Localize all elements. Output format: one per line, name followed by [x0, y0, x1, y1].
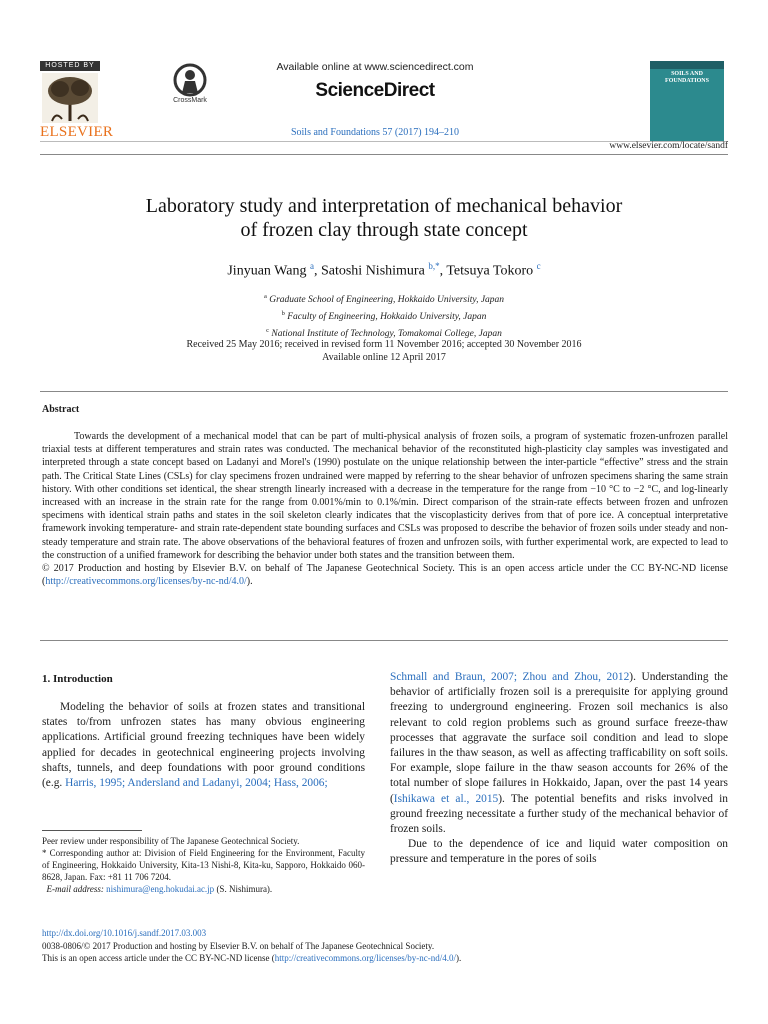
peer-review-note: Peer review under responsibility of The Japanese Geotechnical Society.: [42, 836, 300, 846]
author-name[interactable]: Satoshi Nishimura: [320, 263, 425, 279]
abstract-heading: Abstract: [42, 404, 80, 415]
license-link[interactable]: http://creativecommons.org/licenses/by-nc-nd/4.0/: [274, 953, 456, 963]
abstract-copyright: © 2017 Production and hosting by Elsevier B.V. on behalf of The Japanese Geotechnical Society. This is an open access article under the CC BY-NC-ND license (http://creativecommons.org/licenses/by-nc-nd/4.0/).: [42, 563, 728, 588]
received-dates: Received 25 May 2016; received in revised form 11 November 2016; accepted 30 November 2016: [186, 339, 582, 350]
affiliation-item: $^b$ Faculty of Engineering, Hokkaido University, Japan: [281, 310, 487, 323]
affiliations: [60, 290, 708, 341]
citation-link[interactable]: Ishikawa et al., 2015: [393, 792, 499, 805]
doi-link[interactable]: http://dx.doi.org/10.1016/j.sandf.2017.03.003: [42, 928, 207, 938]
citation-link[interactable]: Harris, 1995; Andersland and Ladanyi, 2004; Hass, 2006;: [65, 777, 328, 790]
license-link[interactable]: http://creativecommons.org/licenses/by-nc-nd/4.0/: [45, 576, 247, 588]
journal-cover-band: [650, 61, 724, 69]
email-link[interactable]: nishimura@eng.hokudai.ac.jp: [106, 884, 215, 894]
article-dates: [60, 338, 708, 364]
affiliation-item: $^a$ Graduate School of Engineering, Hokkaido University, Japan: [263, 293, 505, 306]
article-title: [60, 194, 708, 242]
issn-copyright: 0038-0806/© 2017 Production and hosting by Elsevier B.V. on behalf of The Japanese Geotechnical Society.: [42, 941, 435, 951]
corresponding-author-note: * Corresponding author at: Division of Field Engineering for the Environment, Faculty of Engineering, Hokkaido University, Kita-13 Nishi-8, Kita-ku, Sapporo, Hokkaido 060-8628, Japan. Fax: +81 11 706 7204.: [42, 848, 365, 882]
abstract-body: [42, 430, 728, 588]
journal-homepage-link[interactable]: www.elsevier.com/locate/sandf: [609, 141, 728, 151]
author-affil-sup[interactable]: a: [309, 261, 314, 271]
citation-link[interactable]: Schmall and Braun, 2007; Zhou and Zhou, 2012: [390, 671, 630, 683]
intro-paragraph-1-cont: Schmall and Braun, 2007; Zhou and Zhou, 2012). Understanding the behavior of artificially frozen soil is a prerequisite for applying ground freezing to underground engineering. Frozen soil mechanics is also relevant to cold region problems such as ground surface freeze-thaw processes that aggravate the surface soil condition and lead to slope failures in the thaw season, as well as affecting trafficability on soft soils. For example, slope failure in the thaw season accounts for 26% of the total number of slope failures in Hokkaido, Japan, over the past 14 years (Ishikawa et al., 2015). The potential benefits and risks involved in ground freezing necessitate a further study of the mechanical behavior of frozen soils.: [390, 671, 728, 836]
body-column-left: [42, 700, 365, 791]
elsevier-tree-icon: [42, 73, 98, 123]
title-line-2: of frozen clay through state concept: [240, 219, 528, 241]
journal-cover-title: SOILS AND FOUNDATIONS: [665, 71, 709, 84]
author-name[interactable]: Jinyuan Wang: [227, 263, 307, 279]
author-name[interactable]: Tetsuya Tokoro: [446, 263, 534, 279]
body-divider: [40, 640, 728, 641]
abstract-divider: [40, 391, 728, 392]
hosted-by-label: HOSTED BY: [40, 61, 100, 71]
footnote-divider: [42, 830, 142, 831]
email-note: E-mail address: nishimura@eng.hokudai.ac.jp (S. Nishimura).: [46, 884, 273, 894]
license-note: This is an open access article under the CC BY-NC-ND license (http://creativecommons.org/licenses/by-nc-nd/4.0/).: [42, 953, 462, 963]
intro-paragraph-1: Modeling the behavior of soils at frozen states and transitional states to/from unfrozen states has many obvious engineering applications. Artificial ground freezing techniques have been widely applied for decades in geotechnical engineering projects involving shafts, tunnels, and deep foundations with poor ground conditions (e.g. Harris, 1995; Andersland and Ladanyi, 2004; Hass, 2006;: [42, 701, 365, 790]
abstract-paragraph: Towards the development of a mechanical model that can be part of multi-physical analysis of frozen soils, a program of systematic frozen-unfrozen parallel triaxial tests at different temperatures and strain rates was conducted. The mechanical behavior of the reconstituted high-plasticity clay samples was investigated and interpreted through a state concept based on Ladanyi and Morel's (1990) postulate on the unique relationship between the inter-particle “effective” stress and the strain path. The Critical State Lines (CSLs) for clay specimens frozen undrained were mapped by referring to the shear behavior of unfrozen specimens sharing the same strain history. With other conditions set identical, the shear strength linearly increased with a decrease in the temperature for the range from −10 °C to −2 °C, and log-linearly increased with an increase in the strain rate for the range from 0.001%/min to 0.1%/min. Direct comparison of the strain-rate effects between frozen and unfrozen specimens with identical strain paths and states in the soil skeleton clearly indicates that the viscoplasticity derives from that of pore ice. A conceptual interpretative framework invoking temperature- and strain rate-dependent state bounding surfaces and CSLs was proposed to describe the behavior of frozen soils under steady and non-steady temperature and strain rate. The above observations of the behavioral features of frozen and unfrozen soils, with further experimental work, are expected to lead to the construction of a unified framework for describing the behavior under both states and the transition between them.: [42, 431, 728, 561]
body-column-right: [390, 670, 728, 868]
elsevier-logo[interactable]: ELSEVIER: [40, 124, 114, 140]
affiliation-item: $^c$ National Institute of Technology, Tomakomai College, Japan: [266, 327, 502, 340]
journal-reference[interactable]: Soils and Foundations 57 (2017) 194–210: [290, 127, 460, 138]
sciencedirect-logo[interactable]: ScienceDirect: [315, 80, 435, 101]
intro-paragraph-2: Due to the dependence of ice and liquid water composition on pressure and temperature in the pores of soils: [390, 838, 728, 866]
header-divider: [40, 154, 728, 155]
title-line-1: Laboratory study and interpretation of mechanical behavior: [145, 195, 623, 217]
available-date: Available online 12 April 2017: [322, 352, 446, 363]
section-heading-introduction: 1. Introduction: [42, 673, 113, 685]
author-affil-sup[interactable]: b,*: [428, 261, 440, 271]
available-online-text: Available online at www.sciencedirect.com: [276, 61, 474, 73]
crossmark-label: CrossMark: [173, 97, 207, 104]
footnotes: [42, 835, 365, 895]
author-affil-sup[interactable]: c: [536, 261, 541, 271]
crossmark-icon[interactable]: [173, 63, 207, 97]
author-list: Jinyuan Wang $^a$, Satoshi Nishimura $^{b,*}$, Tetsuya Tokoro $^c$: [227, 261, 541, 279]
